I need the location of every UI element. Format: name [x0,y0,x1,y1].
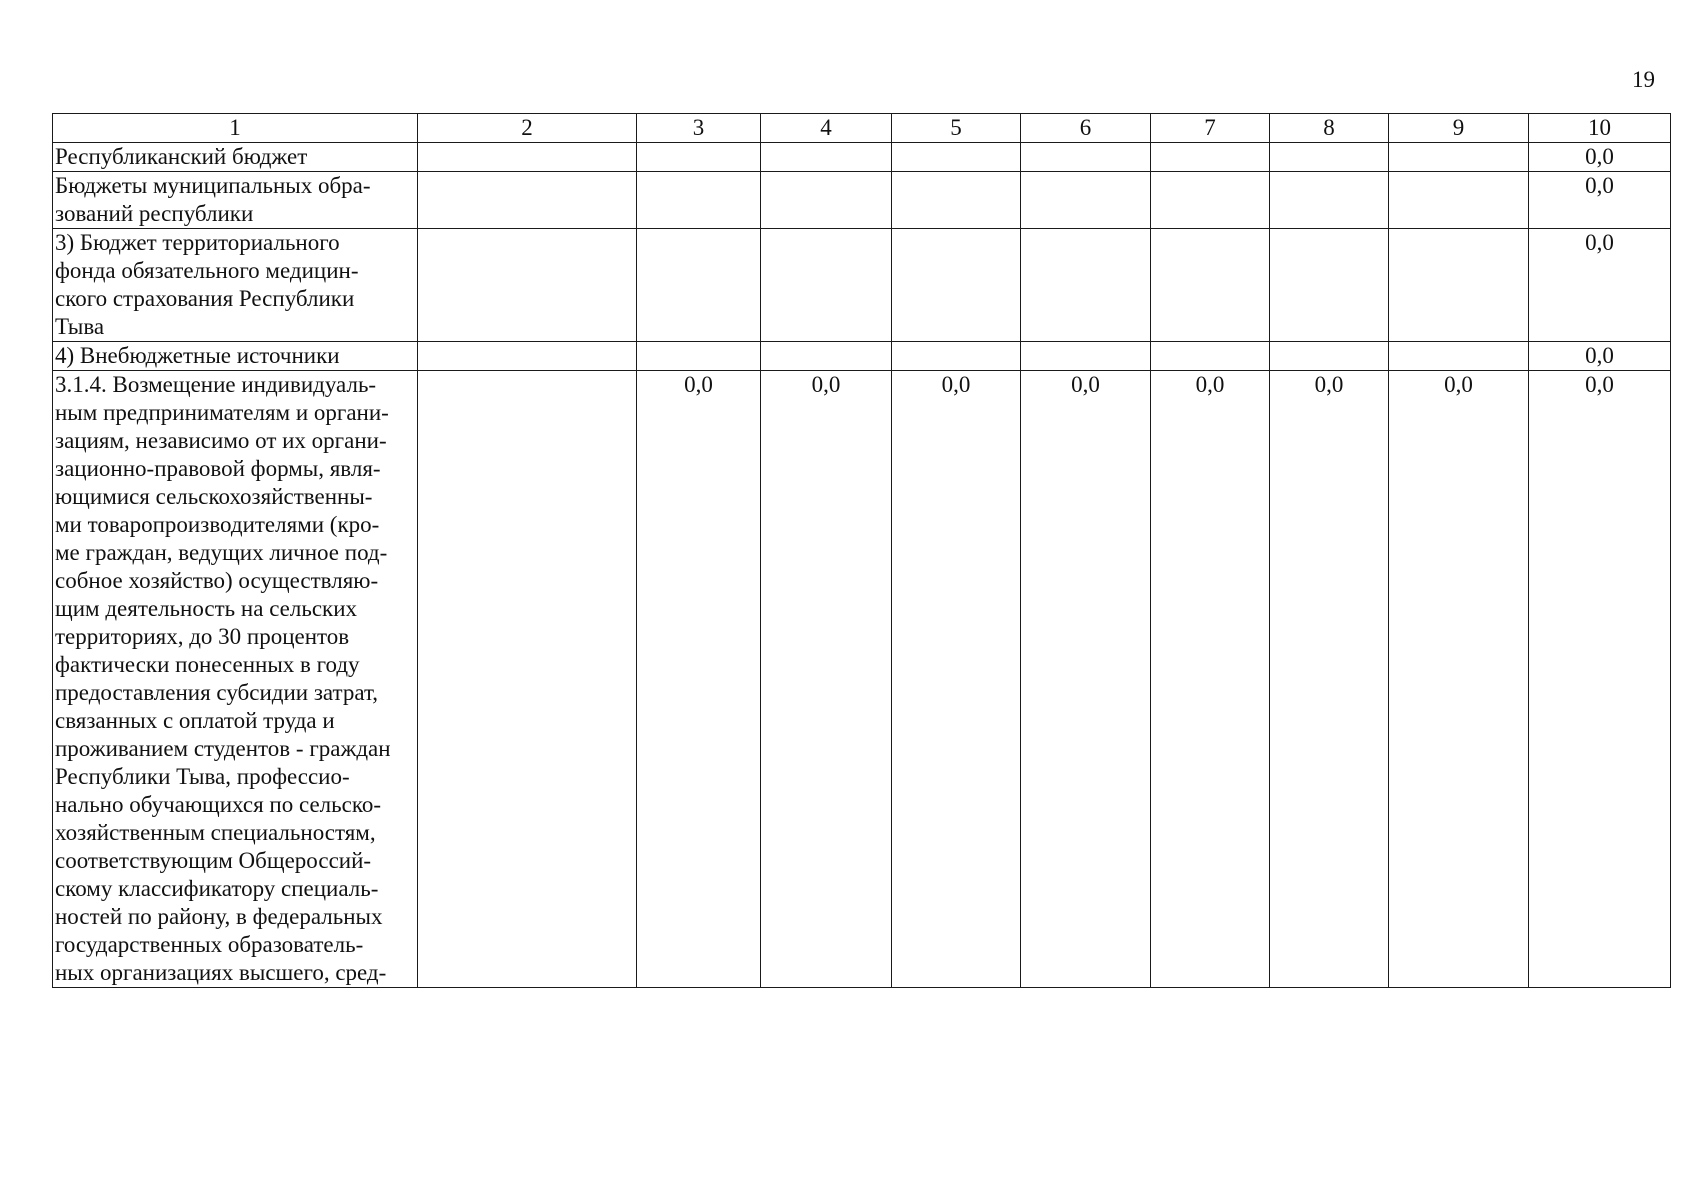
value-cell-col-4 [761,342,892,371]
row-label-line: Республиканский бюджет [55,144,308,169]
row-label-line: хозяйственным специальностям, [55,820,376,845]
value-cell-col-7 [1151,229,1270,342]
value-cell-col-8 [1270,172,1389,229]
value-cell-col-7: 0,0 [1151,371,1270,988]
value-cell-col-9 [1389,229,1529,342]
value-cell-col-4 [761,143,892,172]
row-label-line: проживанием студентов - граждан [55,736,391,761]
value-cell-col-7 [1151,172,1270,229]
header-row [53,114,1671,143]
table-row [53,342,1671,371]
value-cell-col-2 [418,371,637,988]
table-row [53,371,1671,988]
row-label-line: Бюджеты муниципальных обра- [55,173,371,198]
row-label-line: щим деятельность на сельских [55,596,358,621]
row-label-line: 3) Бюджет территориального [55,230,340,255]
header-col-1: 1 [53,114,418,143]
value-cell-col-2 [418,229,637,342]
header-col-3: 3 [637,114,761,143]
value-cell-col-9: 0,0 [1389,371,1529,988]
value-cell-col-8 [1270,229,1389,342]
value-cell-col-3 [637,342,761,371]
value-cell-col-5 [892,143,1021,172]
value-cell-col-10: 0,0 [1529,143,1671,172]
value-cell-col-10: 0,0 [1529,371,1671,988]
row-label-cell [53,143,418,172]
row-label-line: ского страхования Республики [55,286,355,311]
row-label-line: Тыва [55,314,105,339]
value-cell-col-4 [761,229,892,342]
row-label-line: соответствующим Общероссий- [55,848,372,873]
value-cell-col-6 [1021,172,1151,229]
value-cell-col-9 [1389,143,1529,172]
value-cell-col-10: 0,0 [1529,172,1671,229]
row-label-line: связанных с оплатой труда и [55,708,335,733]
header-col-7: 7 [1151,114,1270,143]
row-label-line: ностей по району, в федеральных [55,904,383,929]
value-cell-col-8: 0,0 [1270,371,1389,988]
value-cell-col-7 [1151,342,1270,371]
row-label-line: 3.1.4. Возмещение индивидуаль- [55,372,377,397]
row-label-line: ных организациях высшего, сред- [55,960,387,985]
value-cell-col-8 [1270,342,1389,371]
row-label-line: зационно-правовой формы, явля- [55,456,381,481]
row-label-line: фонда обязательного медицин- [55,258,359,283]
value-cell-col-5 [892,229,1021,342]
table-body [53,143,1671,988]
row-label-cell [53,229,418,342]
value-cell-col-3 [637,143,761,172]
value-cell-col-9 [1389,342,1529,371]
row-label-line: зований республики [55,201,254,226]
row-label-line: фактически понесенных в году [55,652,360,677]
row-label-line: Республики Тыва, профессио- [55,764,350,789]
header-col-9: 9 [1389,114,1529,143]
page-number: 19 [1632,67,1655,92]
value-cell-col-3 [637,172,761,229]
row-label-line: предоставления субсидии затрат, [55,680,379,705]
value-cell-col-5 [892,172,1021,229]
value-cell-col-6 [1021,143,1151,172]
header-col-5: 5 [892,114,1021,143]
value-cell-col-3 [637,229,761,342]
value-cell-col-10: 0,0 [1529,342,1671,371]
value-cell-col-6 [1021,342,1151,371]
row-label-line: территориях, до 30 процентов [55,624,350,649]
value-cell-col-2 [418,342,637,371]
value-cell-col-4 [761,172,892,229]
row-label-line: государственных образователь- [55,932,364,957]
row-label-line: скому классификатору специаль- [55,876,379,901]
header-col-4: 4 [761,114,892,143]
value-cell-col-2 [418,172,637,229]
value-cell-col-3: 0,0 [637,371,761,988]
row-label-line: ющимися сельскохозяйственны- [55,484,373,509]
row-label-line: 4) Внебюджетные источники [55,343,340,368]
row-label-cell [53,172,418,229]
funding-table-container [52,113,1671,988]
value-cell-col-10: 0,0 [1529,229,1671,342]
row-label-line: ме граждан, ведущих личное под- [55,540,388,565]
header-col-6: 6 [1021,114,1151,143]
funding-table [52,113,1671,988]
table-row [53,143,1671,172]
row-label-cell [53,371,418,988]
row-label-line: ным предпринимателям и органи- [55,400,389,425]
value-cell-col-9 [1389,172,1529,229]
value-cell-col-7 [1151,143,1270,172]
header-col-2: 2 [418,114,637,143]
row-label-line: зациям, независимо от их органи- [55,428,387,453]
value-cell-col-4: 0,0 [761,371,892,988]
value-cell-col-5 [892,342,1021,371]
value-cell-col-6: 0,0 [1021,371,1151,988]
row-label-line: собное хозяйство) осуществляю- [55,568,379,593]
value-cell-col-2 [418,143,637,172]
header-col-8: 8 [1270,114,1389,143]
value-cell-col-5: 0,0 [892,371,1021,988]
header-col-10: 10 [1529,114,1671,143]
value-cell-col-6 [1021,229,1151,342]
row-label-cell [53,342,418,371]
value-cell-col-8 [1270,143,1389,172]
row-label-line: нально обучающихся по сельско- [55,792,382,817]
table-row [53,229,1671,342]
table-row [53,172,1671,229]
row-label-line: ми товаропроизводителями (кро- [55,512,380,537]
